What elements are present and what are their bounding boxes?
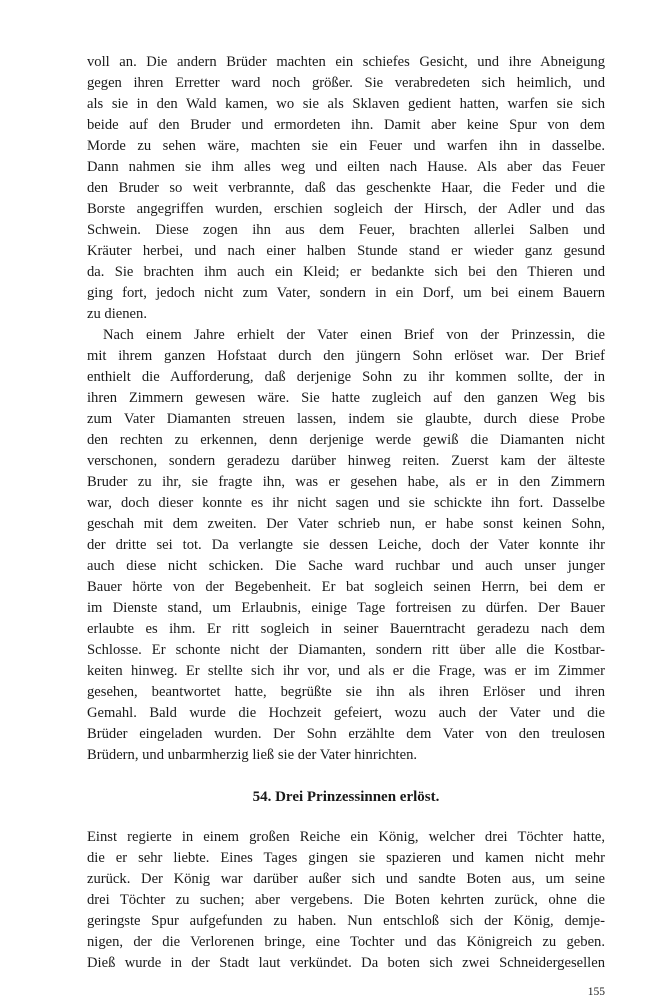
text-line: Bauer hörte von der Begebenheit. Er bat sogleich seinen Herrn, bei dem er bbox=[87, 579, 605, 595]
text-line: Schwein. Diese zogen ihn aus dem Feuer, brachten allerlei Salben und bbox=[87, 222, 605, 238]
text-line: ging fort, jedoch nicht zum Vater, sondern in ein Dorf, um bei einem Bauern bbox=[87, 285, 605, 301]
text-line: Kräuter herbei, und nach einer halben Stunde stand er wieder ganz gesund bbox=[87, 243, 605, 259]
text-line: Einst regierte in einem großen Reiche ein König, welcher drei Töchter hatte, bbox=[87, 829, 605, 845]
text-line: da. Sie brachten ihm auch ein Kleid; er bedankte sich bei den Thieren und bbox=[87, 264, 605, 280]
text-line: ihren Zimmern gewesen wäre. Sie hatte zugleich auf den ganzen Weg bis bbox=[87, 390, 605, 406]
text-line: verschonen, sondern geradezu darüber hinweg reiten. Zuerst kam der älteste bbox=[87, 453, 605, 469]
text-line: Brüder eingeladen wurden. Der Sohn erzählte dem Vater von den treulosen bbox=[87, 726, 605, 742]
text-line: Dann nahmen sie ihm alles weg und eilten nach Hause. Als aber das Feuer bbox=[87, 159, 605, 175]
text-line: im Dienste stand, um Erlaubnis, einige Tage fortreisen zu dürfen. Der Bauer bbox=[87, 600, 605, 616]
text-line: Gemahl. Bald wurde die Hochzeit gefeiert, wozu auch der Vater und die bbox=[87, 705, 605, 721]
text-line: die er sehr liebte. Eines Tages gingen sie spazieren und kamen nicht mehr bbox=[87, 850, 605, 866]
text-line: geschah mit dem zweiten. Der Vater schrieb nun, er habe sonst keinen Sohn, bbox=[87, 516, 605, 532]
text-line: mit ihrem ganzen Hofstaat durch den jüngern Sohn erlöset war. Der Brief bbox=[87, 348, 605, 364]
text-line: drei Töchter zu suchen; aber vergebens. Die Boten kehrten zurück, ohne die bbox=[87, 892, 605, 908]
text-line: Morde zu sehen wäre, machten sie ein Feuer und warfen ihn in dasselbe. bbox=[87, 138, 605, 154]
text-line: Nach einem Jahre erhielt der Vater einen Brief von der Prinzessin, die bbox=[103, 327, 605, 343]
text-line: der dritte sei tot. Da verlangte sie dessen Leiche, doch der Vater konnte ihr bbox=[87, 537, 605, 553]
text-line: den rechten zu erkennen, denn derjenige werde gewiß die Diamanten nicht bbox=[87, 432, 605, 448]
text-line: gesehen, beantwortet hatte, begrüßte sie ihn als ihren Erlöser und ihren bbox=[87, 684, 605, 700]
page-number: 155 bbox=[587, 986, 605, 998]
text-line: erlaubte es ihm. Er ritt sogleich in seiner Bauerntracht geradezu nach dem bbox=[87, 621, 605, 637]
text-line: keiten hinweg. Er stellte sich ihr vor, und als er die Frage, was er im Zimmer bbox=[87, 663, 605, 679]
text-line: enthielt die Aufforderung, daß derjenige Sohn zu ihr kommen sollte, der in bbox=[87, 369, 605, 385]
text-line: Bruder zu ihr, sie fragte ihn, was er gesehen habe, als er in den Zimmern bbox=[87, 474, 605, 490]
text-line: Borste angegriffen wurden, erschien sogleich der Hirsch, der Adler und das bbox=[87, 201, 605, 217]
text-line: voll an. Die andern Brüder machten ein schiefes Gesicht, und ihre Abneigung bbox=[87, 54, 605, 70]
text-line: als sie in den Wald kamen, wo sie als Sklaven gedient hatten, warfen sie sich bbox=[87, 96, 605, 112]
text-line: zurück. Der König war darüber außer sich und sandte Boten aus, um seine bbox=[87, 871, 605, 887]
text-line: zum Vater Diamanten streuen lassen, indem sie glaubte, durch diese Probe bbox=[87, 411, 605, 427]
text-line: Dieß wurde in der Stadt laut verkündet. Da boten sich zwei Schneidergesellen bbox=[87, 955, 605, 971]
text-line: Schlosse. Er schonte nicht der Diamanten, sondern ritt über alle die Kostbar- bbox=[87, 642, 605, 658]
text-line: zu dienen. bbox=[87, 306, 147, 322]
chapter-heading: 54. Drei Prinzessinnen erlöst. bbox=[252, 789, 440, 805]
text-line: war, doch dieser konnte es ihr nicht sagen und sie schickte ihn fort. Dasselbe bbox=[87, 495, 605, 511]
text-line: auch diese nicht schicken. Die Sache ward ruchbar und auch unser junger bbox=[87, 558, 605, 574]
text-line: beide auf den Bruder und ermordeten ihn. Damit aber keine Spur von dem bbox=[87, 117, 605, 133]
text-line: gegen ihren Erretter ward noch größer. Sie verabredeten sich heimlich, und bbox=[87, 75, 605, 91]
text-line: Brüdern, und unbarmherzig ließ sie der Vater hinrichten. bbox=[87, 747, 418, 763]
text-line: nigen, der die Verlorenen bringe, eine Tochter und das Königreich zu geben. bbox=[87, 934, 605, 950]
text-line: den Bruder so weit verbrannte, daß das geschenkte Haar, die Feder und die bbox=[87, 180, 605, 196]
text-line: geringste Spur aufgefunden zu haben. Nun entschloß sich der König, demje- bbox=[87, 913, 605, 929]
